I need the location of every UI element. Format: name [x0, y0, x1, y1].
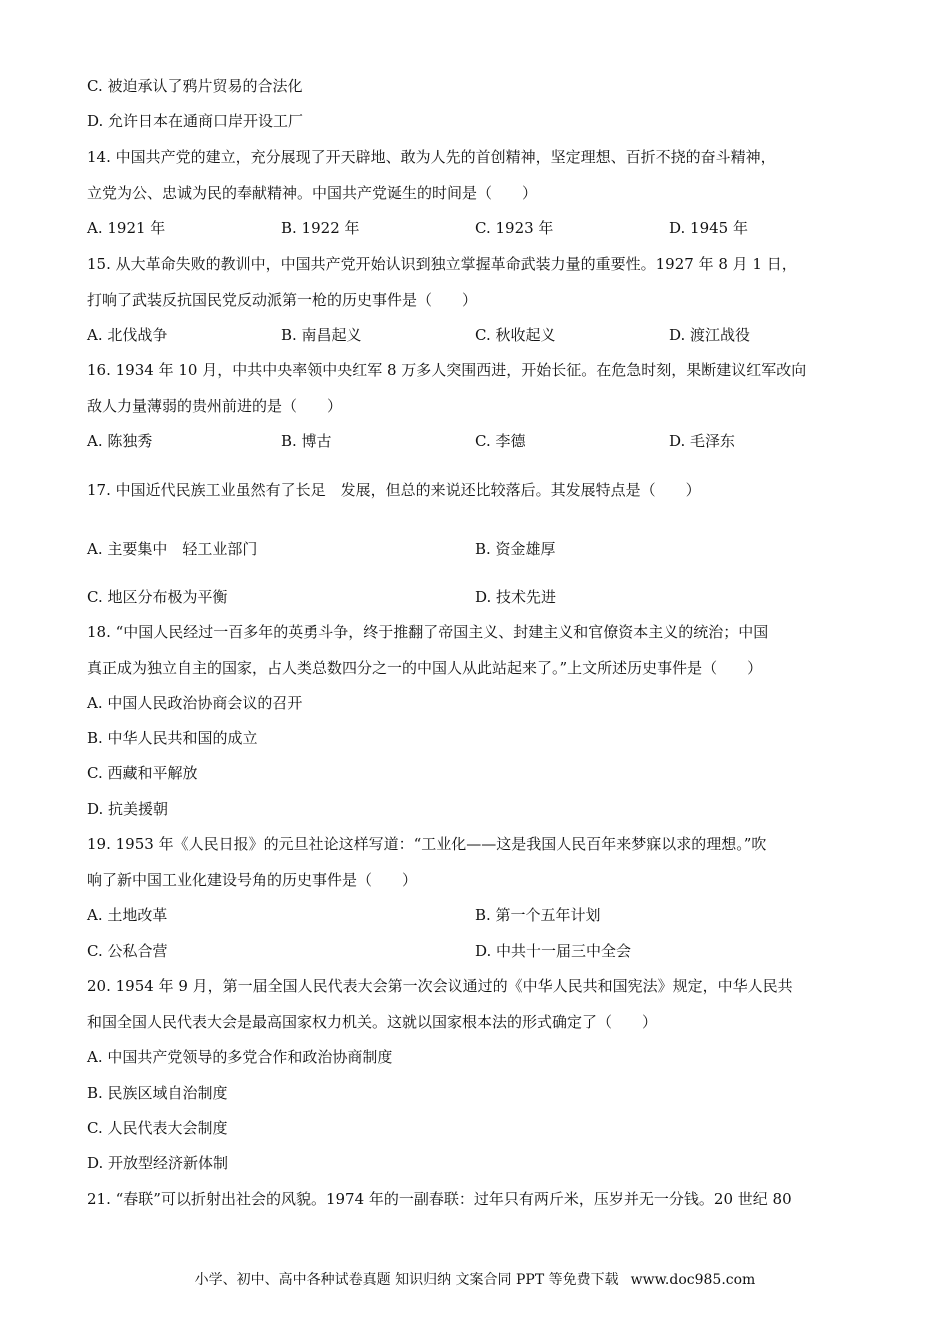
text-line: 立党为公、忠诚为民的奉献精神。中国共产党诞生的时间是（ ）: [87, 184, 538, 202]
question-17: 17. 中国近代民族工业虽然有了长足 发展，但总的来说还比较落后。其发展特点是（ ）: [87, 481, 701, 499]
option-d: D. 1945 年: [669, 219, 748, 237]
option-d: D. 抗美援朝: [87, 800, 169, 818]
question-18: 18. “中国人民经过一百多年的英勇斗争，终于推翻了帝国主义、封建主义和官僚资本主义的统治；中国: [87, 623, 769, 641]
option-b: B. 1922 年: [281, 219, 360, 237]
option-d: D. 毛泽东: [669, 432, 736, 450]
question-14: 14. 中国共产党的建立，充分展现了开天辟地、敢为人先的首创精神，坚定理想、百折不挠的奋斗精神，: [87, 148, 776, 166]
option-c: C. 公私合营: [87, 942, 168, 960]
option-c: C. 地区分布极为平衡: [87, 588, 228, 606]
option-a: A. 北伐战争: [87, 326, 168, 344]
option-a: A. 1921 年: [87, 219, 166, 237]
question-21: 21. “春联”可以折射出社会的风貌。1974 年的一副春联：过年只有两斤米，压岁并无一分钱。20 世纪 80: [87, 1190, 792, 1208]
footer-link[interactable]: www.doc985.com: [630, 1272, 756, 1288]
option-b: B. 博古: [281, 432, 332, 450]
text-line: D. 允许日本在通商口岸开设工厂: [87, 112, 304, 130]
option-d: D. 中共十一届三中全会: [475, 942, 632, 960]
option-b: B. 南昌起义: [281, 326, 362, 344]
option-c: C. 1923 年: [475, 219, 554, 237]
text-line: 真正成为独立自主的国家，占人类总数四分之一的中国人从此站起来了。”上文所述历史事件是（ ）: [87, 659, 763, 677]
option-c: C. 人民代表大会制度: [87, 1119, 228, 1137]
text-line: 和国全国人民代表大会是最高国家权力机关。这就以国家根本法的形式确定了（ ）: [87, 1013, 658, 1031]
option-d: D. 开放型经济新体制: [87, 1154, 229, 1172]
text-line: 响了新中国工业化建设号角的历史事件是（ ）: [87, 871, 418, 889]
footer-text: 小学、初中、高中各种试卷真题 知识归纳 文案合同 PPT 等免费下载: [194, 1272, 619, 1288]
option-a: A. 中国人民政治协商会议的召开: [87, 694, 303, 712]
option-b: B. 第一个五年计划: [475, 906, 601, 924]
text-line: 打响了武装反抗国民党反动派第一枪的历史事件是（ ）: [87, 291, 478, 309]
text-line: 敌人力量薄弱的贵州前进的是（ ）: [87, 397, 343, 415]
question-20: 20. 1954 年 9 月，第一届全国人民代表大会第一次会议通过的《中华人民共和国宪法》规定，中华人民共: [87, 977, 793, 995]
option-c: C. 秋收起义: [475, 326, 556, 344]
option-b: B. 民族区域自治制度: [87, 1084, 228, 1102]
question-15: 15. 从大革命失败的教训中，中国共产党开始认识到独立掌握革命武装力量的重要性。1927 年 8 月 1 日，: [87, 255, 797, 273]
text-line: C. 被迫承认了鸦片贸易的合法化: [87, 77, 303, 95]
option-c: C. 西藏和平解放: [87, 764, 198, 782]
option-b: B. 资金雄厚: [475, 540, 556, 558]
question-16: 16. 1934 年 10 月，中共中央率领中央红军 8 万多人突围西进，开始长征。在危急时刻，果断建议红军改向: [87, 361, 807, 379]
option-b: B. 中华人民共和国的成立: [87, 729, 258, 747]
option-d: D. 渡江战役: [669, 326, 751, 344]
page-footer: [0, 1270, 950, 1290]
option-d: D. 技术先进: [475, 588, 557, 606]
question-19: 19. 1953 年《人民日报》的元旦社论这样写道：“工业化——这是我国人民百年来梦寐以求的理想。”吹: [87, 835, 767, 853]
option-c: C. 李德: [475, 432, 526, 450]
option-a: A. 土地改革: [87, 906, 168, 924]
option-a: A. 主要集中 轻工业部门: [87, 540, 258, 558]
option-a: A. 中国共产党领导的多党合作和政治协商制度: [87, 1048, 393, 1066]
option-a: A. 陈独秀: [87, 432, 153, 450]
